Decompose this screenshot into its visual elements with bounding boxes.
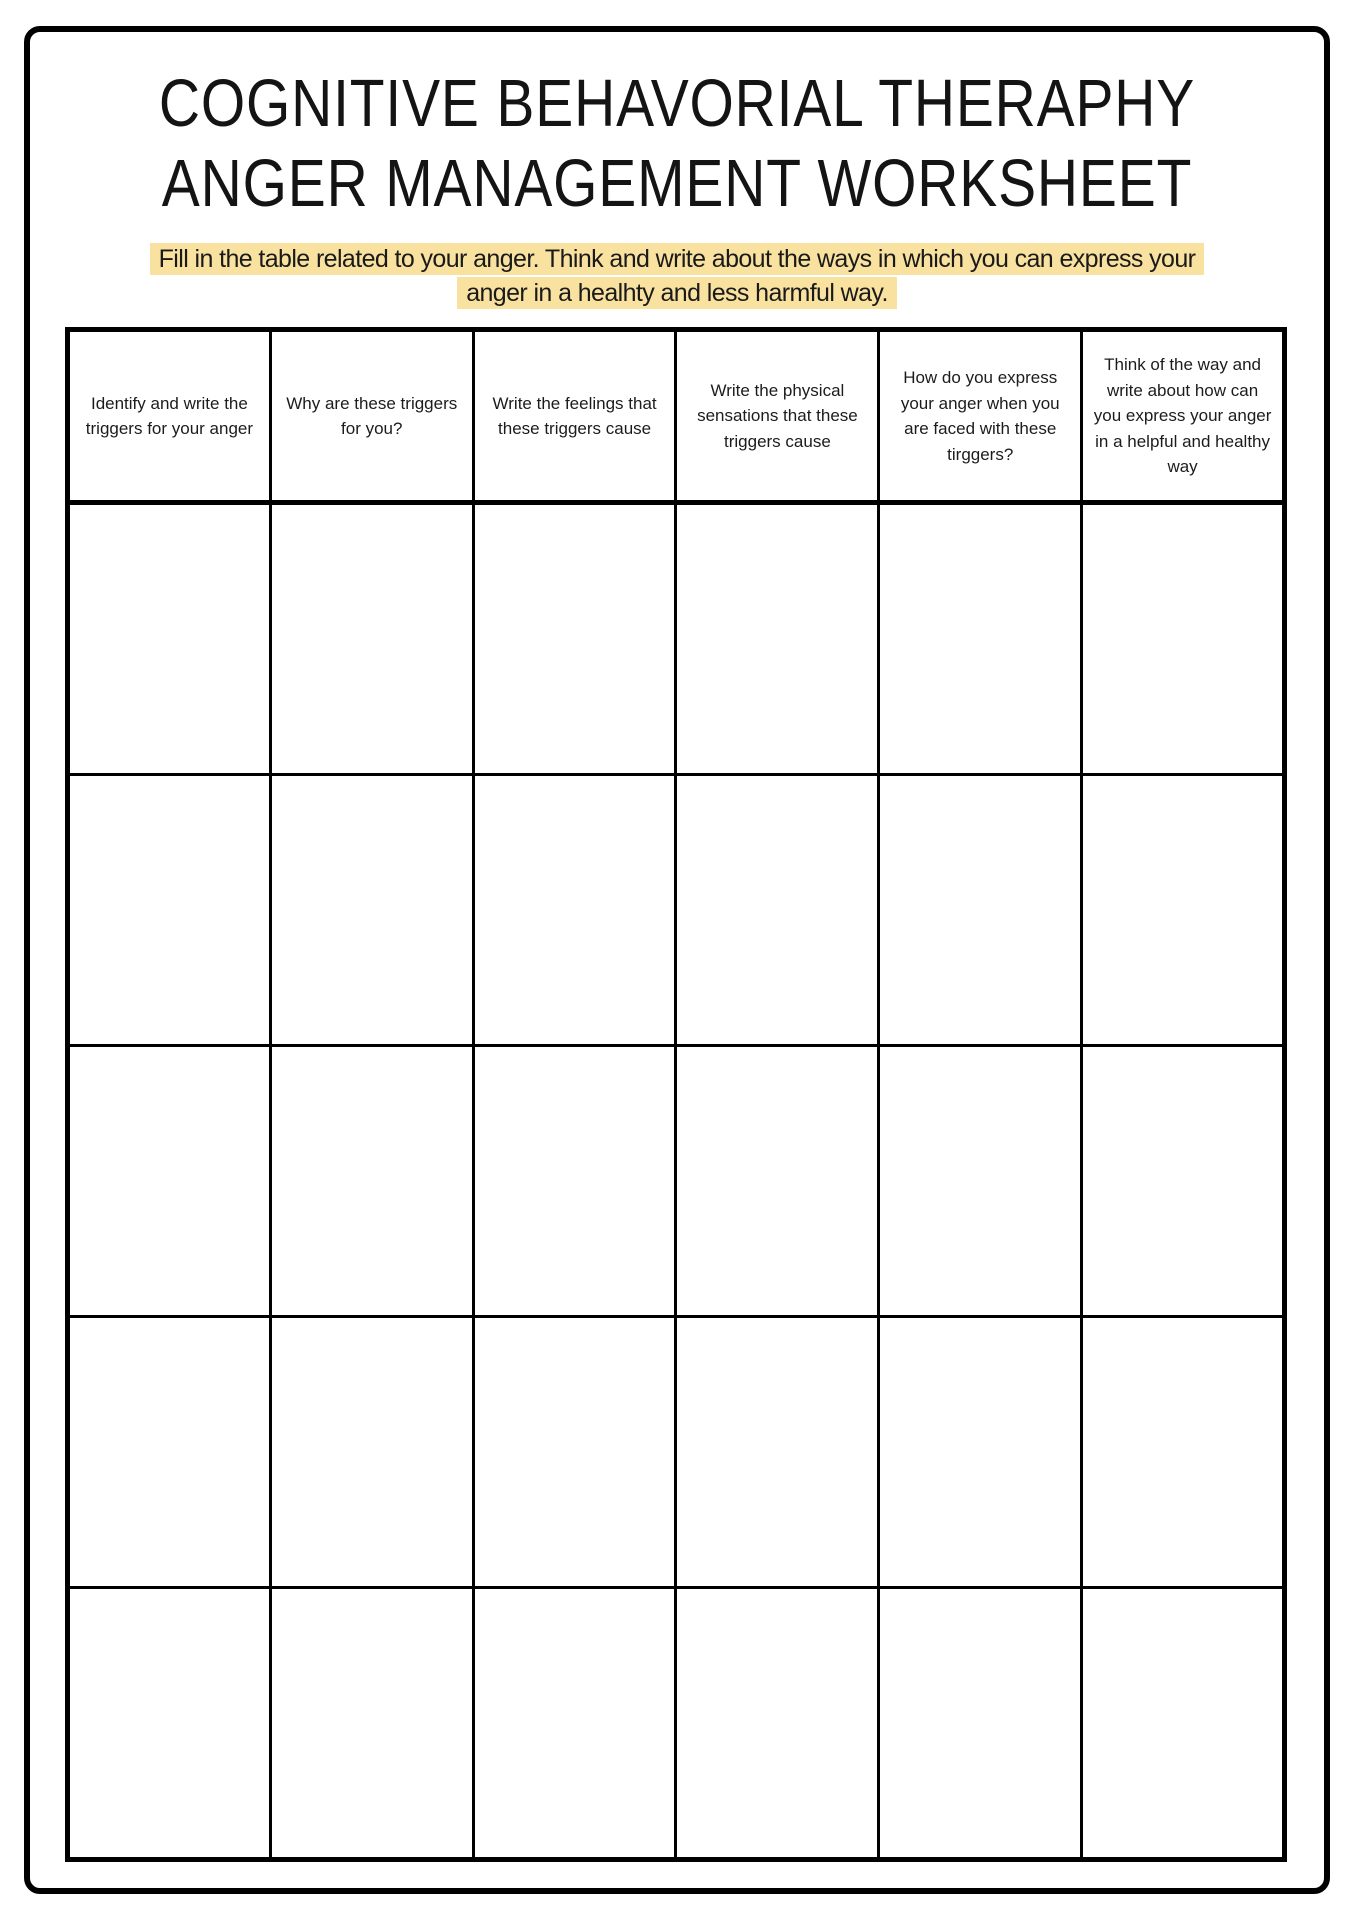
answer-cell[interactable]: [676, 1046, 879, 1317]
answer-cell[interactable]: [68, 1046, 271, 1317]
worksheet-title-line2: ANGER MANAGEMENT WORKSHEET: [161, 146, 1193, 221]
table-header-row: [68, 330, 1285, 503]
instructions-line2: [30, 276, 1324, 310]
answer-cell[interactable]: [879, 503, 1082, 775]
answer-cell[interactable]: [879, 775, 1082, 1046]
column-header-how-you-express: How do you express your anger when you are faced with these tirggers?: [879, 330, 1082, 503]
answer-cell[interactable]: [473, 775, 676, 1046]
answer-cell[interactable]: [473, 1588, 676, 1860]
instructions-line2-text: anger in a healhty and less harmful way.: [457, 277, 897, 309]
answer-cell[interactable]: [879, 1588, 1082, 1860]
answer-cell[interactable]: [68, 775, 271, 1046]
instructions-line1-text: Fill in the table related to your anger. Think and write about the ways in which you can express your: [150, 243, 1205, 275]
answer-cell[interactable]: [676, 1317, 879, 1588]
instructions: [30, 242, 1324, 310]
column-header-healthy-expression: Think of the way and write about how can you express your anger in a helpful and healthy way: [1082, 330, 1285, 503]
table-row: [68, 503, 1285, 775]
answer-cell[interactable]: [1082, 1046, 1285, 1317]
instructions-line1: [30, 242, 1324, 276]
table-row: [68, 775, 1285, 1046]
answer-cell[interactable]: [1082, 775, 1285, 1046]
answer-cell[interactable]: [1082, 1588, 1285, 1860]
answer-cell[interactable]: [879, 1317, 1082, 1588]
answer-cell[interactable]: [270, 775, 473, 1046]
column-header-feelings-caused: Write the feelings that these triggers cause: [473, 330, 676, 503]
column-header-physical-sensations: Write the physical sensations that these triggers cause: [676, 330, 879, 503]
worksheet-table: [65, 327, 1287, 1862]
answer-cell[interactable]: [879, 1046, 1082, 1317]
answer-cell[interactable]: [68, 1588, 271, 1860]
answer-cell[interactable]: [473, 503, 676, 775]
answer-cell[interactable]: [270, 1317, 473, 1588]
column-header-why-triggers: Why are these triggers for you?: [270, 330, 473, 503]
page-frame: [24, 26, 1330, 1894]
worksheet-title: [30, 32, 1324, 224]
column-header-identify-triggers: Identify and write the triggers for your anger: [68, 330, 271, 503]
table-row: [68, 1317, 1285, 1588]
answer-cell[interactable]: [270, 503, 473, 775]
answer-cell[interactable]: [270, 1588, 473, 1860]
table-row: [68, 1046, 1285, 1317]
answer-cell[interactable]: [68, 503, 271, 775]
answer-cell[interactable]: [473, 1317, 676, 1588]
worksheet-title-line1: COGNITIVE BEHAVORIAL THERAPHY: [158, 66, 1196, 141]
answer-cell[interactable]: [473, 1046, 676, 1317]
answer-cell[interactable]: [676, 1588, 879, 1860]
answer-cell[interactable]: [676, 503, 879, 775]
answer-cell[interactable]: [68, 1317, 271, 1588]
table-row: [68, 1588, 1285, 1860]
answer-cell[interactable]: [270, 1046, 473, 1317]
table-body: [68, 503, 1285, 1860]
answer-cell[interactable]: [1082, 503, 1285, 775]
answer-cell[interactable]: [1082, 1317, 1285, 1588]
answer-cell[interactable]: [676, 775, 879, 1046]
